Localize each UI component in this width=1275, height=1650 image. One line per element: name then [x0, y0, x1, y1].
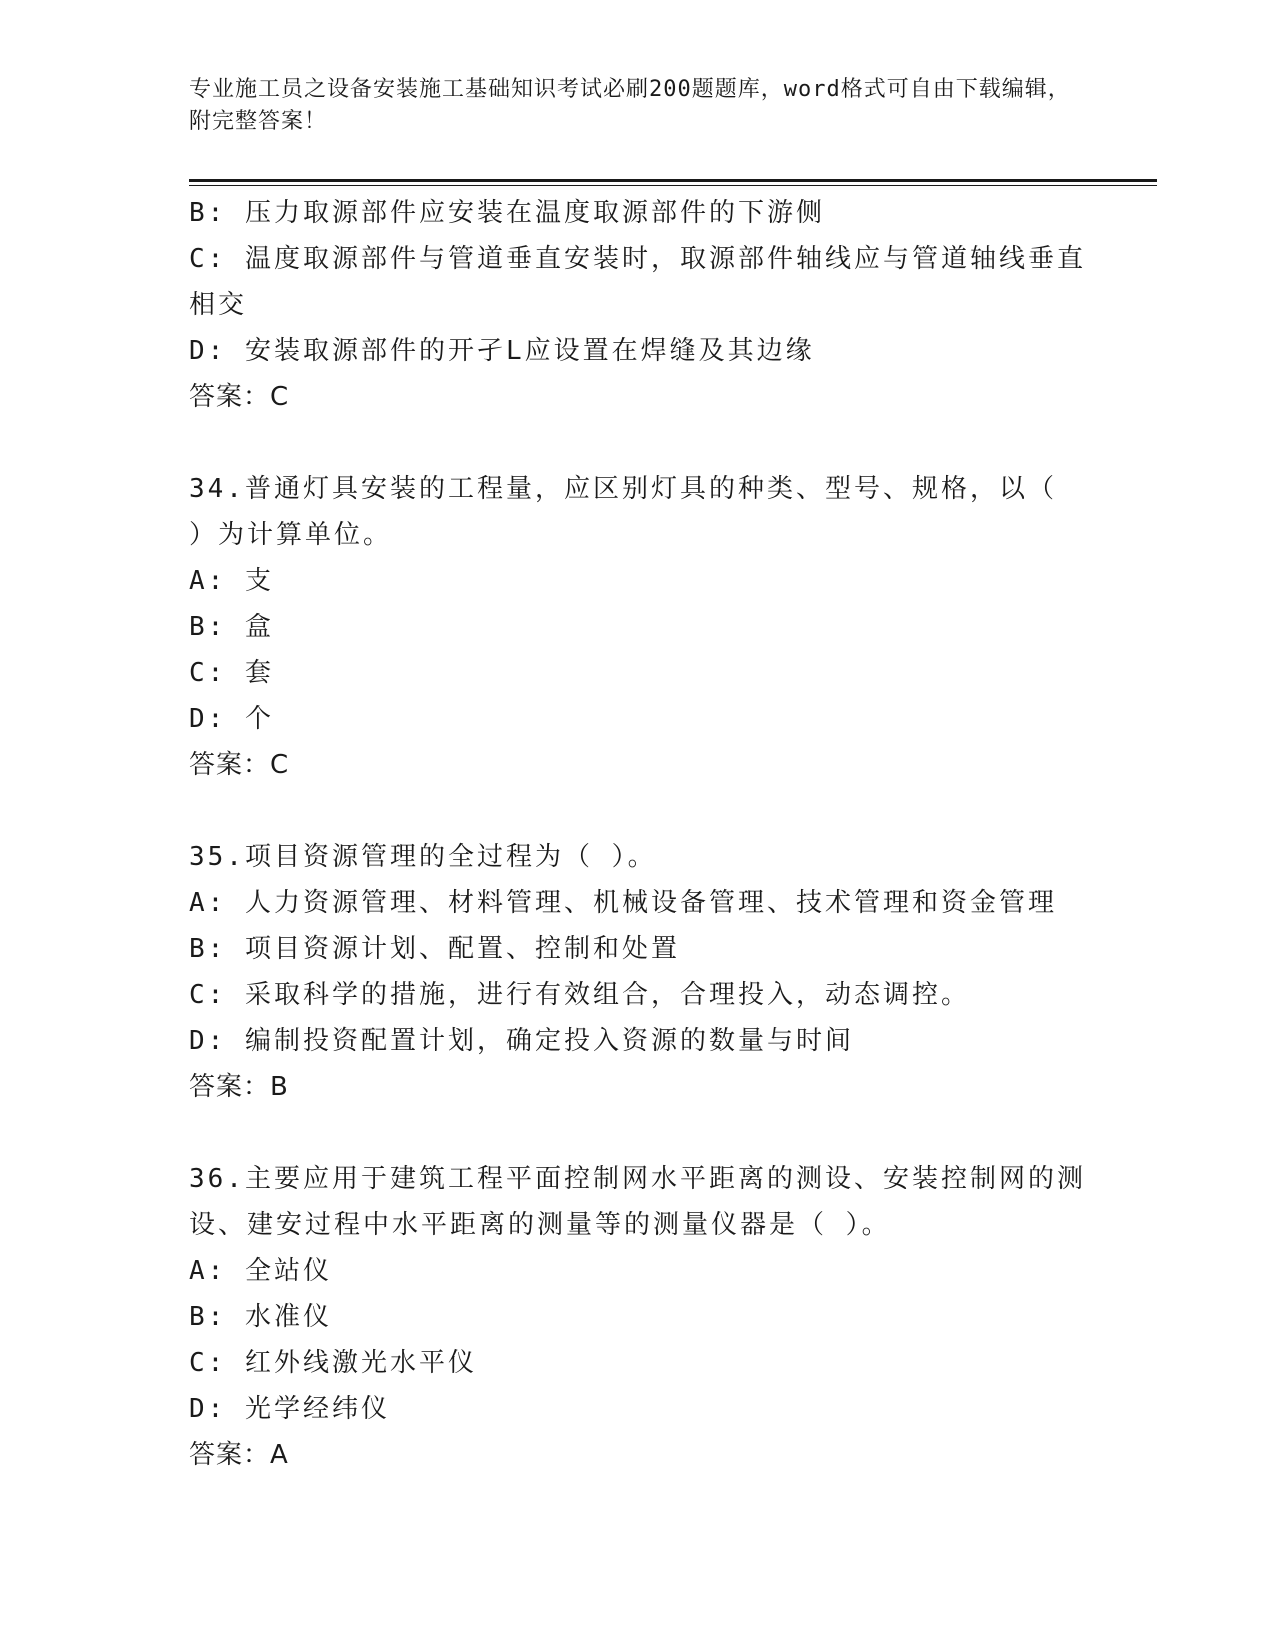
question-stem: 35.项目资源管理的全过程为（ ）。: [189, 842, 657, 872]
option-d: D: 个: [189, 704, 274, 734]
option-c: C: 采取科学的措施，进行有效组合，合理投入，动态调控。: [189, 980, 970, 1010]
option-b: B: 盒: [189, 612, 274, 642]
question-stem: 36.主要应用于建筑工程平面控制网水平距离的测设、安装控制网的测: [189, 1164, 1086, 1194]
header-divider-thin: [189, 185, 1157, 186]
question-34: [189, 466, 1089, 788]
question-stem: 34.普通灯具安装的工程量，应区别灯具的种类、型号、规格，以（: [189, 474, 1057, 504]
option-a: A: 全站仪: [189, 1256, 332, 1286]
answer: 答案：A: [189, 1440, 289, 1470]
option-d: D: 安装取源部件的开孑L应设置在焊缝及其边缘: [189, 336, 815, 366]
answer: 答案：C: [189, 382, 290, 412]
option-b: B: 项目资源计划、配置、控制和处置: [189, 934, 680, 964]
page-header: 专业施工员之设备安装施工基础知识考试必刷200题题库，word格式可自由下载编辑，附完整答案！: [189, 77, 1071, 134]
question-35: [189, 834, 1089, 1110]
question-fragment: [189, 190, 1089, 420]
question-stem-continued: ）为计算单位。: [189, 520, 393, 550]
spacer: [189, 1110, 1089, 1156]
option-c: C: 套: [189, 658, 274, 688]
spacer: [189, 788, 1089, 834]
answer: 答案：C: [189, 750, 290, 780]
option-c: C: 温度取源部件与管道垂直安装时，取源部件轴线应与管道轴线垂直: [189, 244, 1086, 274]
option-c: C: 红外线激光水平仪: [189, 1348, 477, 1378]
option-a: A: 人力资源管理、材料管理、机械设备管理、技术管理和资金管理: [189, 888, 1057, 918]
option-b: B: 压力取源部件应安装在温度取源部件的下游侧: [189, 198, 825, 228]
option-a: A: 支: [189, 566, 274, 596]
option-b: B: 水准仪: [189, 1302, 332, 1332]
question-content: [189, 190, 1089, 1478]
answer: 答案：B: [189, 1072, 289, 1102]
option-c-continued: 相交: [189, 290, 248, 320]
question-stem-continued: 设、建安过程中水平距离的测量等的测量仪器是（ ）。: [189, 1210, 891, 1240]
option-d: D: 光学经纬仪: [189, 1394, 390, 1424]
header-divider-thick: [189, 179, 1157, 182]
option-d: D: 编制投资配置计划，确定投入资源的数量与时间: [189, 1026, 854, 1056]
spacer: [189, 420, 1089, 466]
question-36: [189, 1156, 1089, 1478]
